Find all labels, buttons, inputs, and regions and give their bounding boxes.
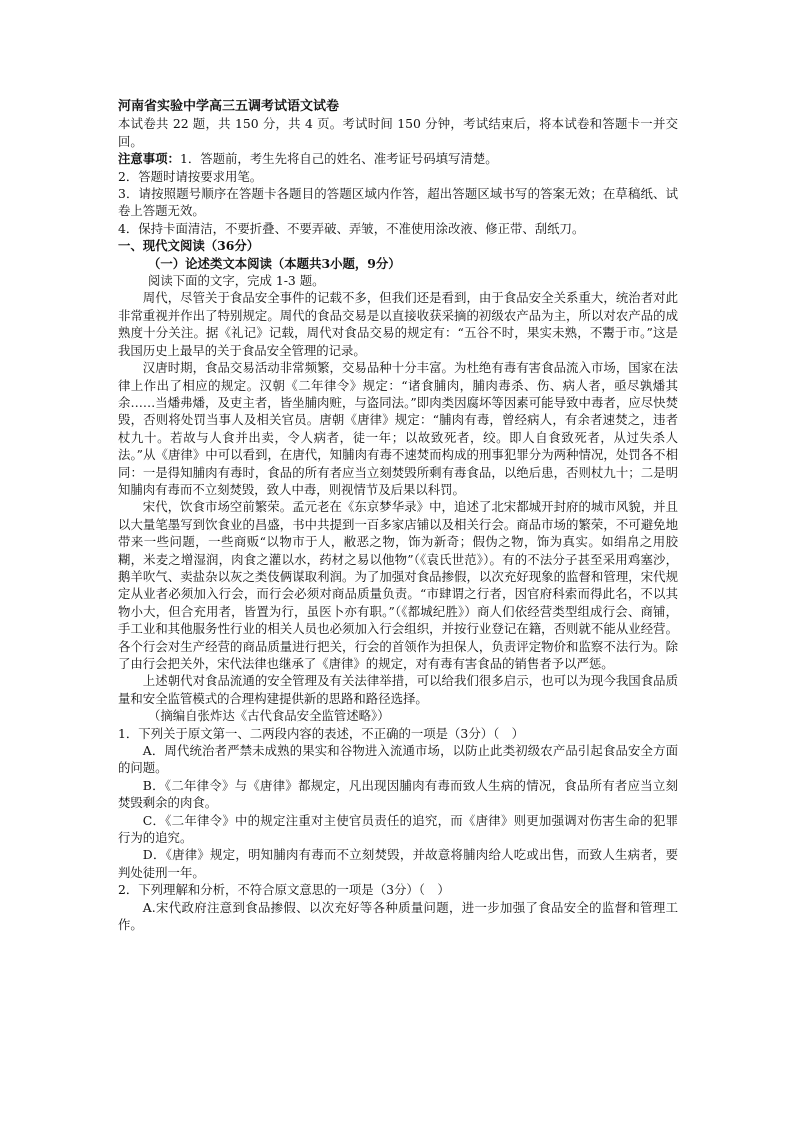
notes-label: 注意事项： [118, 151, 180, 167]
question-2-option-a: A.宋代政府注意到食品掺假、以次充好等各种质量问题，进一步加强了食品安全的监督和管理工作。 [118, 899, 678, 933]
question-1-option-c: C．《二年律令》中的规定注重对主使官员责任的追究，而《唐律》则更加强调对伤害生命的犯罪行为的追究。 [118, 812, 678, 846]
reading-instruction: 阅读下面的文字，完成 1-3 题。 [148, 273, 325, 289]
passage-paragraph: 宋代，饮食市场空前繁荣。孟元老在《东京梦华录》中，追述了北宋都城开封府的城市风貌，并且以大量笔墨写到饮食业的昌盛，书中共提到一百多家店铺以及相关行会。商品市场的繁荣，不可避免地带来一些问题，一些商贩“以物市于人，敝恶之物，饰为新奇；假伪之物，饰为真实。如绢帛之用胶糊，米麦之增湿润，肉食之灌以水，药材之易以他物”（《袁氏世范》）。有的不法分子甚至采用鸡塞沙，鹅羊吹气、卖盐杂以灰之类伎俩谋取利润。为了加强对食品掺假，以次充好现象的监督和管理，宋代规定从业者必须加入行会，而行会必须对商品质量负责。“市肆谓之行者，因官府科索而得此名，不以其物小大，但合充用者，皆置为行，虽医卜亦有职。”（《都城纪胜》）商人们依经营类型组成行会、商铺，手工业和其他服务性行业的相关人员也必须加入行会组织，并按行业登记在籍，否则就不能从业经营。各个行会对生产经营的商品质量进行把关，行会的首领作为担保人，负责评定物价和监察不法行为。除了由行会把关外，宋代法律也继承了《唐律》的规定，对有毒有害食品的销售者予以严惩。 [118, 499, 678, 671]
section-heading: 一、现代文阅读（36分） [118, 238, 260, 254]
question-2: 2．下列理解和分析，不符合原文意思的一项是（3分）（ ） [118, 882, 450, 898]
passage-paragraph: 汉唐时期，食品交易活动非常频繁，交易品种十分丰富。为杜绝有毒有害食品流入市场，国家在法律上作出了相应的规定。汉朝《二年律令》规定：“诸食脯肉，脯肉毒杀、伤、病人者，亟尽孰燔其余……当燔弗燔，及吏主者，皆坐脯肉赃，与盗同法。”即肉类因腐坏等因素可能导致中毒者，应尽快焚毁，否则将处罚当事人及相关官员。唐朝《唐律》规定：“脯肉有毒，曾经病人，有余者速焚之，违者杖九十。若故与人食并出卖，令人病者，徒一年；以故致死者，绞。即人自食致死者，从过失杀人法。”从《唐律》中可以看到，在唐代，知脯肉有毒不速焚而构成的刑事犯罪分为两种情况，处罚各不相同：一是得知脯肉有毒时，食品的所有者应当立刻焚毁所剩有毒食品，以绝后患，否则杖九十；二是明知脯肉有毒而不立刻焚毁，致人中毒，则视情节及后果以科罚。 [118, 360, 678, 497]
passage-paragraph: 上述朝代对食品流通的安全管理及有关法律举措，可以给我们很多启示，也可以为现今我国食品质量和安全监管模式的合理构建提供新的思路和路径选择。 [118, 673, 678, 706]
question-1: 1．下列关于原文第一、二两段内容的表述，不正确的一项是（3分）（ ） [118, 725, 525, 741]
exam-intro: 本试卷共 22 题，共 150 分，共 4 页。考试时间 150 分钟，考试结束后，将本试卷和答题卡一并交回。 [118, 116, 678, 149]
subsection-heading: （一）论述类文本阅读（本题共3小题，9分） [148, 255, 401, 271]
passage-source: （摘编自张炸达《古代食品安全监管述略》） [148, 708, 390, 724]
question-1-option-d: D．《唐律》规定，明知脯肉有毒而不立刻焚毁，并故意将脯肉给人吃或出售，而致人生病者，要判处徒刑一年。 [118, 847, 678, 880]
exam-title: 河南省实验中学高三五调考试语文试卷 [118, 99, 340, 114]
passage-paragraph: 周代，尽管关于食品安全事件的记载不多，但我们还是看到，由于食品安全关系重大，统治者对此非常重视并作出了特别规定。周代的食品交易是以直接收获采摘的初级农产品为主，所以对农产品的成熟度十分关注。据《礼记》记载，周代对食品交易的规定有：“五谷不时，果实未熟，不鬻于市。”这是我国历史上最早的关于食品安全管理的记录。 [118, 290, 678, 358]
note-item: 3．请按照题号顺序在答题卡各题目的答题区域内作答，超出答题区域书写的答案无效；在草稿纸、试卷上答题无效。 [118, 186, 678, 219]
question-1-option-a: A．周代统治者严禁未成熟的果实和谷物进入流通市场，以防止此类初级农产品引起食品安全方面的问题。 [118, 743, 678, 776]
note-item: 4．保持卡面清洁，不要折叠、不要弄破、弄皱，不准使用涂改液、修正带、刮纸刀。 [118, 220, 585, 236]
note-item: 2．答题时请按要求用笔。 [118, 168, 263, 184]
exam-page [118, 98, 678, 934]
question-1-option-b: B．《二年律令》与《唐律》都规定，凡出现因脯肉有毒而致人生病的情况，食品所有者应当立刻焚毁剩余的肉食。 [118, 777, 678, 811]
note-item: 1．答题前，考生先将自己的姓名、准考证号码填写清楚。 [179, 151, 498, 167]
